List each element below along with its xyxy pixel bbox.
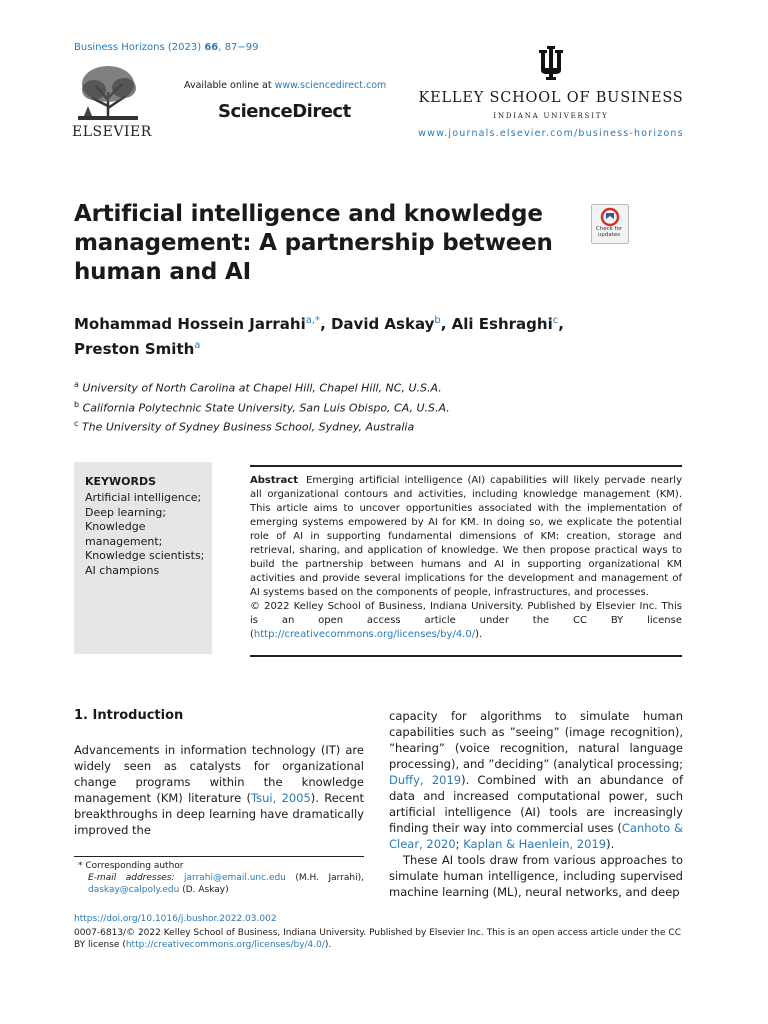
- author-marks[interactable]: c: [552, 315, 559, 326]
- keyword-item: AI champions: [85, 563, 160, 577]
- author-name[interactable]: David Askay: [330, 315, 435, 333]
- affiliation-item: $^c$ The University of Sydney Business School, Sydney, Australia: [74, 419, 415, 434]
- author-list: Mohammad Hossein Jarrahi$^{a,*}$, David Askay$^b$, Ali Eshraghi$^c$, Preston Smith$^a$: [74, 315, 564, 358]
- license-link[interactable]: http://creativecommons.org/licenses/by/4.0/: [125, 940, 325, 950]
- abstract-copyright: © 2022 Kelley School of Business, Indiana University. Published by Elsevier Inc. This is an open access article under the CC BY license (: [250, 601, 682, 640]
- author-marks[interactable]: a,*: [305, 315, 321, 326]
- keyword-item: Artificial intelligence;: [85, 491, 202, 504]
- doi-link[interactable]: https://doi.org/10.1016/j.bushor.2022.03.002: [74, 914, 277, 924]
- check-for-updates-button[interactable]: [591, 204, 629, 244]
- section-heading: 1. Introduction: [74, 708, 184, 723]
- kelley-school-name: KELLEY SCHOOL OF BUSINESS: [418, 90, 684, 106]
- citation-link[interactable]: Tsui, 2005: [250, 791, 311, 805]
- email-addresses: E-mail addresses: jarrahi@email.unc.edu (M.H. Jarrahi), daskay@calpoly.edu (D. Askay): [88, 873, 364, 895]
- article-title: Artificial intelligence and knowledge management: A partnership between human and AI: [74, 201, 553, 285]
- university-name: INDIANA UNIVERSITY: [493, 112, 609, 120]
- journal-homepage-link[interactable]: www.journals.elsevier.com/business-horizons: [418, 128, 684, 139]
- license-link[interactable]: http://creativecommons.org/licenses/by/4.0/: [253, 629, 476, 640]
- iu-trident-icon: [536, 44, 566, 82]
- citation-link[interactable]: Kaplan & Haenlein, 2019: [463, 837, 607, 851]
- keywords-list: [85, 491, 209, 578]
- abstract-label: Abstract: [250, 475, 299, 486]
- elsevier-wordmark: ELSEVIER: [72, 124, 152, 140]
- check-updates-label: Check for updates: [595, 226, 623, 238]
- author-name[interactable]: Ali Eshraghi: [451, 315, 553, 333]
- abstract: Abstract Emerging artificial intelligence (AI) capabilities will likely pervade nearly all organizational contours and activities, including knowledge management (KM). This article aims to uncover opportunities associated with the implementation of emerging systems empowered by AI for KM. In doing so, we explicate the potential role of AI in supporting fundamental dimensions of KM: creation, storage and retrieval, sharing, and application of knowledge. We then propose practical ways to build the partnership between humans and AI in supporting organizational KM activities and provide several implications for the development and management of AI systems based on the components of people, infrastructures, and processes. © 2022 Kelley School of Business, Indiana University. Published by Elsevier Inc. This is an open access article under the CC BY license (http://creativecommons.org/licenses/by/4.0/).: [250, 475, 682, 640]
- affiliation-item: $^a$ University of North Carolina at Chapel Hill, Chapel Hill, NC, U.S.A.: [74, 380, 442, 395]
- body-column-left: Advancements in information technology (IT) are widely seen as catalysts for organizational change programs within the knowledge management (KM) literature (Tsui, 2005). Recent breakthroughs in deep learning have dramatically improved the: [74, 743, 364, 837]
- check-updates-icon: [592, 205, 628, 227]
- keyword-item: Knowledge scientists;: [85, 549, 205, 562]
- affiliations: [74, 377, 450, 436]
- abstract-top-rule: [250, 465, 682, 467]
- email-link[interactable]: daskay@calpoly.edu: [88, 885, 180, 895]
- citation-link[interactable]: Duffy, 2019: [389, 773, 462, 787]
- footnote-rule: [74, 856, 364, 857]
- citation-link[interactable]: Canhoto & Clear, 2020: [389, 821, 683, 851]
- journal-reference[interactable]: Business Horizons (2023) 66, 87−99: [74, 42, 259, 53]
- sciencedirect-link[interactable]: www.sciencedirect.com: [274, 80, 387, 91]
- author-name[interactable]: Preston Smith: [74, 340, 195, 358]
- abstract-text: Emerging artificial intelligence (AI) capabilities will likely pervade nearly all organizational contours and activities, including knowledge management (KM). This article aims to uncover opportunities associated with the implementation of emerging systems empowered by AI for KM. In doing so, we explicate the potential role of AI in supporting fundamental dimensions of KM: creation, storage and retrieval, sharing, and application of knowledge. We then propose practical ways to build the partnership between humans and AI in supporting organizational KM activities and provide several implications for the development and management of AI systems based on the components of people, infrastructures, and processes.: [250, 475, 682, 598]
- email-link[interactable]: jarrahi@email.unc.edu: [184, 873, 286, 883]
- sciencedirect-wordmark: ScienceDirect: [218, 101, 351, 122]
- author-marks[interactable]: b: [434, 315, 441, 326]
- footnote: [74, 860, 364, 896]
- keyword-item: Knowledge: [85, 520, 146, 533]
- footer-copyright: 0007-6813/© 2022 Kelley School of Business, Indiana University. Published by Elsevier Inc. This is an open access article under the CC BY license (http://creativecommons.org/licenses/by/4.0/).: [74, 928, 681, 950]
- body-column-right: [389, 708, 683, 900]
- paragraph: These AI tools draw from various approaches to simulate human intelligence, including supervised machine learning (ML), neural networks, and deep: [389, 853, 683, 899]
- available-online: Available online at www.sciencedirect.com: [184, 80, 387, 91]
- keyword-item: management;: [85, 534, 163, 548]
- corresponding-author-note: * Corresponding author: [78, 861, 184, 871]
- paragraph: capacity for algorithms to simulate human capabilities such as ”seeing” (image recognition), ”hearing” (voice recognition, natural language processing), and ”deciding” (analytical processing; Duffy, 2019). Combined with an abundance of data and increased computational power, such artificial intelligence (AI) tools are increasingly finding their way into commercial uses (Canhoto & Clear, 2020; Kaplan & Haenlein, 2019).: [389, 709, 683, 851]
- keywords-heading: KEYWORDS: [85, 475, 157, 488]
- abstract-bottom-rule: [250, 655, 682, 657]
- keyword-item: Deep learning;: [85, 505, 167, 519]
- affiliation-item: $^b$ California Polytechnic State University, San Luis Obispo, CA, U.S.A.: [74, 399, 450, 415]
- author-name[interactable]: Mohammad Hossein Jarrahi: [74, 315, 306, 333]
- author-marks[interactable]: a: [194, 340, 201, 351]
